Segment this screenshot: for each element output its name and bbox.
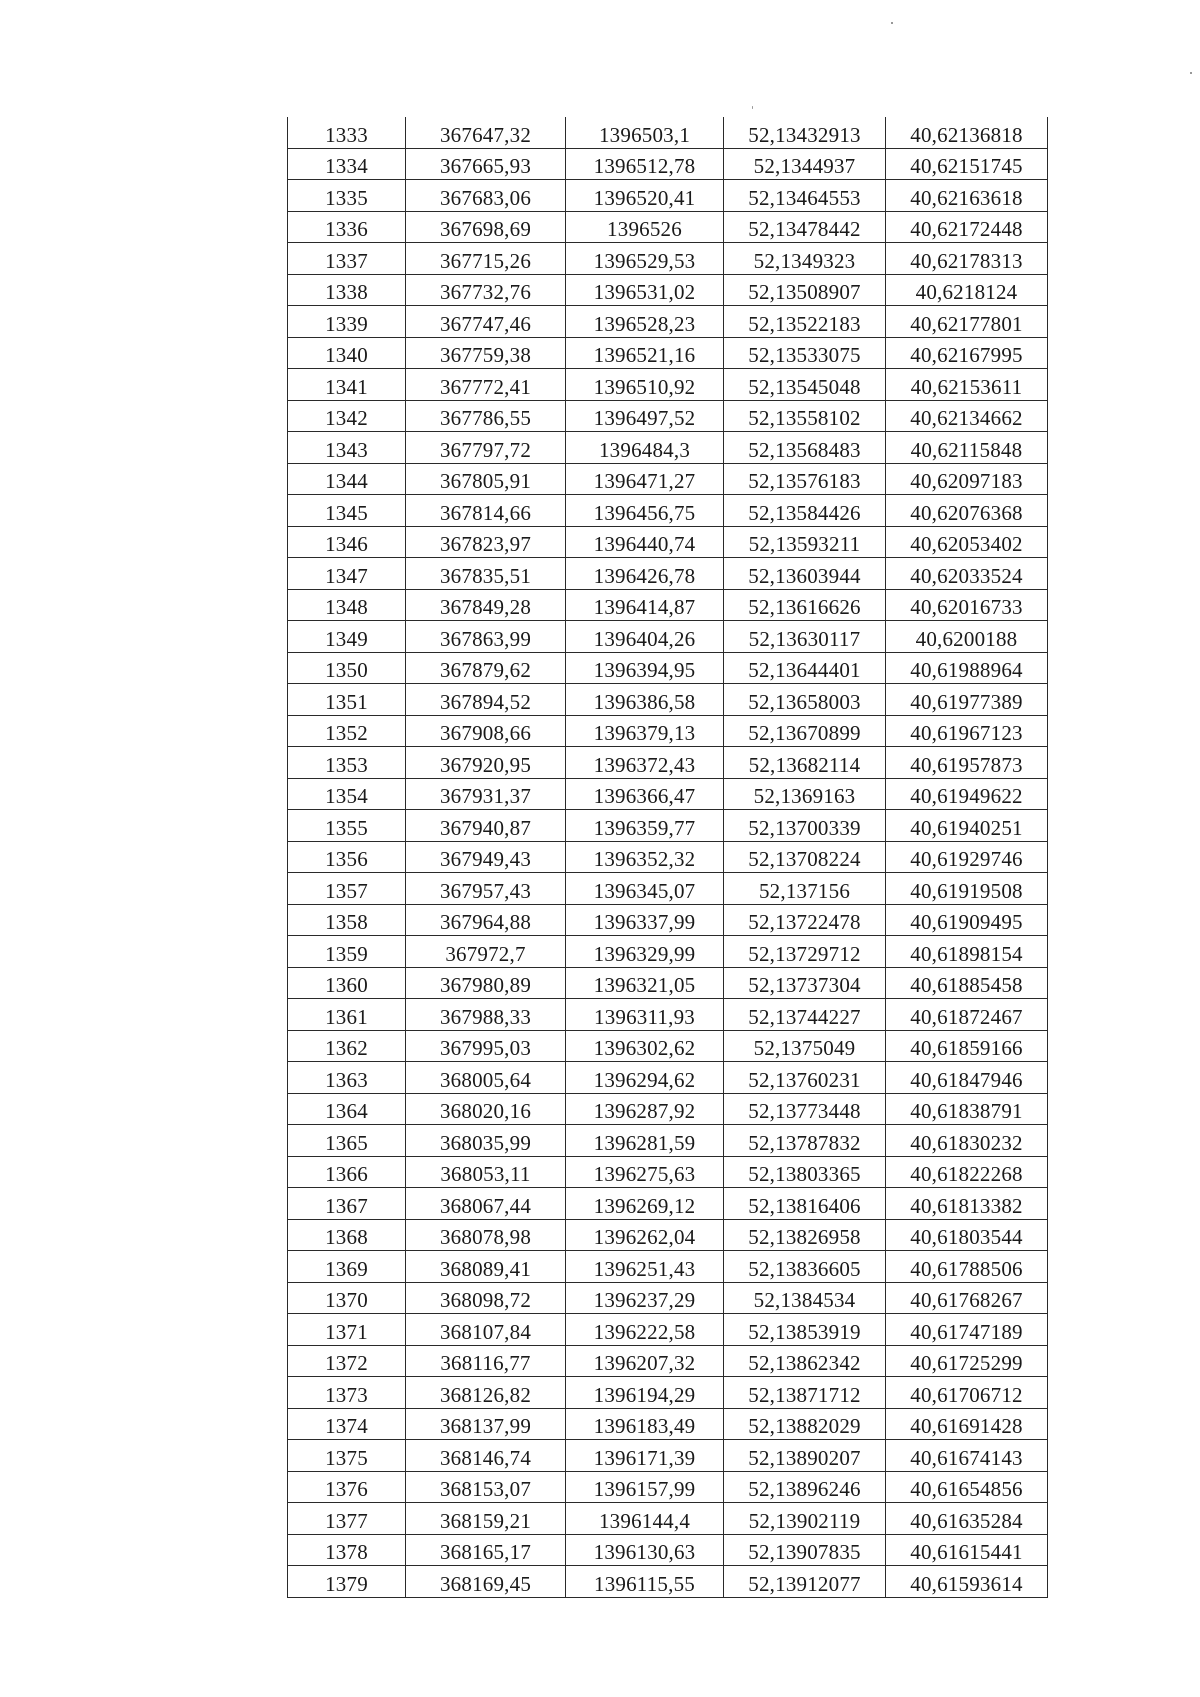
x-coordinate-cell: 367931,37 bbox=[406, 778, 566, 810]
latitude-cell: 52,13700339 bbox=[724, 810, 886, 842]
point-number-cell: 1334 bbox=[288, 148, 406, 180]
x-coordinate-cell: 367835,51 bbox=[406, 558, 566, 590]
x-coordinate-cell: 368035,99 bbox=[406, 1125, 566, 1157]
point-number-cell: 1356 bbox=[288, 841, 406, 873]
table-row bbox=[288, 841, 1048, 873]
table-row bbox=[288, 873, 1048, 905]
longitude-cell: 40,61957873 bbox=[886, 747, 1048, 779]
y-coordinate-cell: 1396345,07 bbox=[566, 873, 724, 905]
x-coordinate-cell: 367849,28 bbox=[406, 589, 566, 621]
point-number-cell: 1375 bbox=[288, 1440, 406, 1472]
longitude-cell: 40,62134662 bbox=[886, 400, 1048, 432]
table-row bbox=[288, 369, 1048, 401]
latitude-cell: 52,13773448 bbox=[724, 1093, 886, 1125]
y-coordinate-cell: 1396531,02 bbox=[566, 274, 724, 306]
latitude-cell: 52,13729712 bbox=[724, 936, 886, 968]
y-coordinate-cell: 1396366,47 bbox=[566, 778, 724, 810]
table-row bbox=[288, 1093, 1048, 1125]
y-coordinate-cell: 1396471,27 bbox=[566, 463, 724, 495]
x-coordinate-cell: 367863,99 bbox=[406, 621, 566, 653]
point-number-cell: 1345 bbox=[288, 495, 406, 527]
x-coordinate-cell: 367814,66 bbox=[406, 495, 566, 527]
latitude-cell: 52,13603944 bbox=[724, 558, 886, 590]
latitude-cell: 52,13533075 bbox=[724, 337, 886, 369]
x-coordinate-cell: 367823,97 bbox=[406, 526, 566, 558]
longitude-cell: 40,61859166 bbox=[886, 1030, 1048, 1062]
latitude-cell: 52,13616626 bbox=[724, 589, 886, 621]
point-number-cell: 1344 bbox=[288, 463, 406, 495]
table-row bbox=[288, 337, 1048, 369]
longitude-cell: 40,61635284 bbox=[886, 1503, 1048, 1535]
latitude-cell: 52,13584426 bbox=[724, 495, 886, 527]
longitude-cell: 40,61898154 bbox=[886, 936, 1048, 968]
table-row bbox=[288, 652, 1048, 684]
longitude-cell: 40,61940251 bbox=[886, 810, 1048, 842]
longitude-cell: 40,61593614 bbox=[886, 1566, 1048, 1598]
longitude-cell: 40,61654856 bbox=[886, 1471, 1048, 1503]
x-coordinate-cell: 367964,88 bbox=[406, 904, 566, 936]
longitude-cell: 40,61847946 bbox=[886, 1062, 1048, 1094]
y-coordinate-cell: 1396484,3 bbox=[566, 432, 724, 464]
y-coordinate-cell: 1396311,93 bbox=[566, 999, 724, 1031]
y-coordinate-cell: 1396510,92 bbox=[566, 369, 724, 401]
table-row bbox=[288, 999, 1048, 1031]
y-coordinate-cell: 1396207,32 bbox=[566, 1345, 724, 1377]
point-number-cell: 1364 bbox=[288, 1093, 406, 1125]
y-coordinate-cell: 1396302,62 bbox=[566, 1030, 724, 1062]
longitude-cell: 40,61615441 bbox=[886, 1534, 1048, 1566]
table-row bbox=[288, 274, 1048, 306]
y-coordinate-cell: 1396404,26 bbox=[566, 621, 724, 653]
latitude-cell: 52,13787832 bbox=[724, 1125, 886, 1157]
point-number-cell: 1343 bbox=[288, 432, 406, 464]
longitude-cell: 40,61909495 bbox=[886, 904, 1048, 936]
table-row bbox=[288, 526, 1048, 558]
x-coordinate-cell: 368089,41 bbox=[406, 1251, 566, 1283]
latitude-cell: 52,13545048 bbox=[724, 369, 886, 401]
latitude-cell: 52,13737304 bbox=[724, 967, 886, 999]
latitude-cell: 52,13630117 bbox=[724, 621, 886, 653]
table-row bbox=[288, 148, 1048, 180]
y-coordinate-cell: 1396115,55 bbox=[566, 1566, 724, 1598]
table-row bbox=[288, 432, 1048, 464]
longitude-cell: 40,61872467 bbox=[886, 999, 1048, 1031]
x-coordinate-cell: 367920,95 bbox=[406, 747, 566, 779]
latitude-cell: 52,13826958 bbox=[724, 1219, 886, 1251]
x-coordinate-cell: 368126,82 bbox=[406, 1377, 566, 1409]
y-coordinate-cell: 1396394,95 bbox=[566, 652, 724, 684]
table-row bbox=[288, 1282, 1048, 1314]
x-coordinate-cell: 367805,91 bbox=[406, 463, 566, 495]
latitude-cell: 52,13890207 bbox=[724, 1440, 886, 1472]
point-number-cell: 1353 bbox=[288, 747, 406, 779]
latitude-cell: 52,13644401 bbox=[724, 652, 886, 684]
longitude-cell: 40,6218124 bbox=[886, 274, 1048, 306]
point-number-cell: 1363 bbox=[288, 1062, 406, 1094]
point-number-cell: 1350 bbox=[288, 652, 406, 684]
x-coordinate-cell: 367772,41 bbox=[406, 369, 566, 401]
latitude-cell: 52,1384534 bbox=[724, 1282, 886, 1314]
y-coordinate-cell: 1396275,63 bbox=[566, 1156, 724, 1188]
point-number-cell: 1341 bbox=[288, 369, 406, 401]
x-coordinate-cell: 367894,52 bbox=[406, 684, 566, 716]
longitude-cell: 40,62172448 bbox=[886, 211, 1048, 243]
y-coordinate-cell: 1396329,99 bbox=[566, 936, 724, 968]
y-coordinate-cell: 1396130,63 bbox=[566, 1534, 724, 1566]
longitude-cell: 40,62153611 bbox=[886, 369, 1048, 401]
longitude-cell: 40,62178313 bbox=[886, 243, 1048, 275]
table-row bbox=[288, 967, 1048, 999]
point-number-cell: 1338 bbox=[288, 274, 406, 306]
x-coordinate-cell: 368107,84 bbox=[406, 1314, 566, 1346]
x-coordinate-cell: 368165,17 bbox=[406, 1534, 566, 1566]
y-coordinate-cell: 1396321,05 bbox=[566, 967, 724, 999]
x-coordinate-cell: 367995,03 bbox=[406, 1030, 566, 1062]
longitude-cell: 40,61885458 bbox=[886, 967, 1048, 999]
table-row bbox=[288, 1377, 1048, 1409]
point-number-cell: 1337 bbox=[288, 243, 406, 275]
latitude-cell: 52,13593211 bbox=[724, 526, 886, 558]
longitude-cell: 40,61813382 bbox=[886, 1188, 1048, 1220]
table-row bbox=[288, 747, 1048, 779]
table-row bbox=[288, 1125, 1048, 1157]
y-coordinate-cell: 1396294,62 bbox=[566, 1062, 724, 1094]
longitude-cell: 40,61988964 bbox=[886, 652, 1048, 684]
longitude-cell: 40,62163618 bbox=[886, 180, 1048, 212]
longitude-cell: 40,62115848 bbox=[886, 432, 1048, 464]
longitude-cell: 40,61949622 bbox=[886, 778, 1048, 810]
table-row bbox=[288, 589, 1048, 621]
table-row bbox=[288, 1471, 1048, 1503]
point-number-cell: 1361 bbox=[288, 999, 406, 1031]
longitude-cell: 40,61929746 bbox=[886, 841, 1048, 873]
x-coordinate-cell: 368005,64 bbox=[406, 1062, 566, 1094]
latitude-cell: 52,13760231 bbox=[724, 1062, 886, 1094]
y-coordinate-cell: 1396521,16 bbox=[566, 337, 724, 369]
x-coordinate-cell: 368169,45 bbox=[406, 1566, 566, 1598]
x-coordinate-cell: 367940,87 bbox=[406, 810, 566, 842]
latitude-cell: 52,13803365 bbox=[724, 1156, 886, 1188]
table-row bbox=[288, 1345, 1048, 1377]
longitude-cell: 40,61830232 bbox=[886, 1125, 1048, 1157]
y-coordinate-cell: 1396497,52 bbox=[566, 400, 724, 432]
table-row bbox=[288, 558, 1048, 590]
table-row bbox=[288, 463, 1048, 495]
table-row bbox=[288, 1030, 1048, 1062]
latitude-cell: 52,13744227 bbox=[724, 999, 886, 1031]
table-row bbox=[288, 495, 1048, 527]
table-row bbox=[288, 715, 1048, 747]
x-coordinate-cell: 367786,55 bbox=[406, 400, 566, 432]
x-coordinate-cell: 368098,72 bbox=[406, 1282, 566, 1314]
point-number-cell: 1351 bbox=[288, 684, 406, 716]
scan-speck bbox=[752, 106, 753, 109]
point-number-cell: 1367 bbox=[288, 1188, 406, 1220]
table-row bbox=[288, 684, 1048, 716]
point-number-cell: 1358 bbox=[288, 904, 406, 936]
point-number-cell: 1349 bbox=[288, 621, 406, 653]
longitude-cell: 40,62177801 bbox=[886, 306, 1048, 338]
point-number-cell: 1339 bbox=[288, 306, 406, 338]
table-row bbox=[288, 1566, 1048, 1598]
longitude-cell: 40,62033524 bbox=[886, 558, 1048, 590]
y-coordinate-cell: 1396337,99 bbox=[566, 904, 724, 936]
latitude-cell: 52,13896246 bbox=[724, 1471, 886, 1503]
coordinates-table bbox=[287, 117, 1048, 1598]
table-row bbox=[288, 621, 1048, 653]
latitude-cell: 52,13882029 bbox=[724, 1408, 886, 1440]
point-number-cell: 1374 bbox=[288, 1408, 406, 1440]
point-number-cell: 1335 bbox=[288, 180, 406, 212]
x-coordinate-cell: 367949,43 bbox=[406, 841, 566, 873]
longitude-cell: 40,61674143 bbox=[886, 1440, 1048, 1472]
table-row bbox=[288, 1534, 1048, 1566]
x-coordinate-cell: 368078,98 bbox=[406, 1219, 566, 1251]
table-row bbox=[288, 904, 1048, 936]
point-number-cell: 1373 bbox=[288, 1377, 406, 1409]
table-row bbox=[288, 1062, 1048, 1094]
point-number-cell: 1346 bbox=[288, 526, 406, 558]
point-number-cell: 1333 bbox=[288, 117, 406, 148]
point-number-cell: 1377 bbox=[288, 1503, 406, 1535]
latitude-cell: 52,13722478 bbox=[724, 904, 886, 936]
longitude-cell: 40,61725299 bbox=[886, 1345, 1048, 1377]
y-coordinate-cell: 1396237,29 bbox=[566, 1282, 724, 1314]
point-number-cell: 1352 bbox=[288, 715, 406, 747]
longitude-cell: 40,61691428 bbox=[886, 1408, 1048, 1440]
latitude-cell: 52,1349323 bbox=[724, 243, 886, 275]
longitude-cell: 40,61967123 bbox=[886, 715, 1048, 747]
table-row bbox=[288, 117, 1048, 148]
longitude-cell: 40,6200188 bbox=[886, 621, 1048, 653]
latitude-cell: 52,13478442 bbox=[724, 211, 886, 243]
point-number-cell: 1360 bbox=[288, 967, 406, 999]
point-number-cell: 1366 bbox=[288, 1156, 406, 1188]
y-coordinate-cell: 1396183,49 bbox=[566, 1408, 724, 1440]
y-coordinate-cell: 1396144,4 bbox=[566, 1503, 724, 1535]
y-coordinate-cell: 1396157,99 bbox=[566, 1471, 724, 1503]
y-coordinate-cell: 1396251,43 bbox=[566, 1251, 724, 1283]
y-coordinate-cell: 1396414,87 bbox=[566, 589, 724, 621]
latitude-cell: 52,1369163 bbox=[724, 778, 886, 810]
table-row bbox=[288, 306, 1048, 338]
latitude-cell: 52,13682114 bbox=[724, 747, 886, 779]
longitude-cell: 40,62167995 bbox=[886, 337, 1048, 369]
latitude-cell: 52,13902119 bbox=[724, 1503, 886, 1535]
y-coordinate-cell: 1396512,78 bbox=[566, 148, 724, 180]
table-row bbox=[288, 1314, 1048, 1346]
x-coordinate-cell: 367759,38 bbox=[406, 337, 566, 369]
latitude-cell: 52,13576183 bbox=[724, 463, 886, 495]
point-number-cell: 1347 bbox=[288, 558, 406, 590]
y-coordinate-cell: 1396456,75 bbox=[566, 495, 724, 527]
y-coordinate-cell: 1396379,13 bbox=[566, 715, 724, 747]
x-coordinate-cell: 368146,74 bbox=[406, 1440, 566, 1472]
latitude-cell: 52,13836605 bbox=[724, 1251, 886, 1283]
point-number-cell: 1379 bbox=[288, 1566, 406, 1598]
latitude-cell: 52,13558102 bbox=[724, 400, 886, 432]
table-row bbox=[288, 1440, 1048, 1472]
x-coordinate-cell: 367879,62 bbox=[406, 652, 566, 684]
latitude-cell: 52,13853919 bbox=[724, 1314, 886, 1346]
point-number-cell: 1336 bbox=[288, 211, 406, 243]
longitude-cell: 40,62016733 bbox=[886, 589, 1048, 621]
longitude-cell: 40,61838791 bbox=[886, 1093, 1048, 1125]
x-coordinate-cell: 368053,11 bbox=[406, 1156, 566, 1188]
longitude-cell: 40,62097183 bbox=[886, 463, 1048, 495]
point-number-cell: 1340 bbox=[288, 337, 406, 369]
latitude-cell: 52,13670899 bbox=[724, 715, 886, 747]
latitude-cell: 52,13907835 bbox=[724, 1534, 886, 1566]
table-row bbox=[288, 1408, 1048, 1440]
y-coordinate-cell: 1396171,39 bbox=[566, 1440, 724, 1472]
point-number-cell: 1362 bbox=[288, 1030, 406, 1062]
point-number-cell: 1371 bbox=[288, 1314, 406, 1346]
longitude-cell: 40,61822268 bbox=[886, 1156, 1048, 1188]
y-coordinate-cell: 1396352,32 bbox=[566, 841, 724, 873]
x-coordinate-cell: 367665,93 bbox=[406, 148, 566, 180]
table-row bbox=[288, 1503, 1048, 1535]
x-coordinate-cell: 367972,7 bbox=[406, 936, 566, 968]
longitude-cell: 40,61977389 bbox=[886, 684, 1048, 716]
latitude-cell: 52,13568483 bbox=[724, 432, 886, 464]
x-coordinate-cell: 367797,72 bbox=[406, 432, 566, 464]
latitude-cell: 52,13658003 bbox=[724, 684, 886, 716]
y-coordinate-cell: 1396372,43 bbox=[566, 747, 724, 779]
table-row bbox=[288, 936, 1048, 968]
point-number-cell: 1368 bbox=[288, 1219, 406, 1251]
table-row bbox=[288, 1188, 1048, 1220]
x-coordinate-cell: 367647,32 bbox=[406, 117, 566, 148]
x-coordinate-cell: 367698,69 bbox=[406, 211, 566, 243]
y-coordinate-cell: 1396222,58 bbox=[566, 1314, 724, 1346]
point-number-cell: 1376 bbox=[288, 1471, 406, 1503]
table-row bbox=[288, 1219, 1048, 1251]
y-coordinate-cell: 1396194,29 bbox=[566, 1377, 724, 1409]
x-coordinate-cell: 368159,21 bbox=[406, 1503, 566, 1535]
y-coordinate-cell: 1396440,74 bbox=[566, 526, 724, 558]
longitude-cell: 40,61768267 bbox=[886, 1282, 1048, 1314]
y-coordinate-cell: 1396281,59 bbox=[566, 1125, 724, 1157]
point-number-cell: 1370 bbox=[288, 1282, 406, 1314]
table-row bbox=[288, 400, 1048, 432]
x-coordinate-cell: 367988,33 bbox=[406, 999, 566, 1031]
y-coordinate-cell: 1396426,78 bbox=[566, 558, 724, 590]
point-number-cell: 1359 bbox=[288, 936, 406, 968]
table-row bbox=[288, 1156, 1048, 1188]
point-number-cell: 1342 bbox=[288, 400, 406, 432]
x-coordinate-cell: 368137,99 bbox=[406, 1408, 566, 1440]
x-coordinate-cell: 367683,06 bbox=[406, 180, 566, 212]
longitude-cell: 40,61788506 bbox=[886, 1251, 1048, 1283]
longitude-cell: 40,61919508 bbox=[886, 873, 1048, 905]
table-row bbox=[288, 180, 1048, 212]
longitude-cell: 40,61747189 bbox=[886, 1314, 1048, 1346]
point-number-cell: 1365 bbox=[288, 1125, 406, 1157]
y-coordinate-cell: 1396526 bbox=[566, 211, 724, 243]
scan-speck bbox=[1190, 72, 1192, 74]
longitude-cell: 40,61706712 bbox=[886, 1377, 1048, 1409]
x-coordinate-cell: 367747,46 bbox=[406, 306, 566, 338]
latitude-cell: 52,13912077 bbox=[724, 1566, 886, 1598]
y-coordinate-cell: 1396520,41 bbox=[566, 180, 724, 212]
longitude-cell: 40,61803544 bbox=[886, 1219, 1048, 1251]
scan-speck bbox=[891, 22, 893, 24]
latitude-cell: 52,13464553 bbox=[724, 180, 886, 212]
x-coordinate-cell: 367715,26 bbox=[406, 243, 566, 275]
y-coordinate-cell: 1396528,23 bbox=[566, 306, 724, 338]
y-coordinate-cell: 1396269,12 bbox=[566, 1188, 724, 1220]
latitude-cell: 52,137156 bbox=[724, 873, 886, 905]
x-coordinate-cell: 368067,44 bbox=[406, 1188, 566, 1220]
x-coordinate-cell: 367732,76 bbox=[406, 274, 566, 306]
point-number-cell: 1357 bbox=[288, 873, 406, 905]
y-coordinate-cell: 1396503,1 bbox=[566, 117, 724, 148]
longitude-cell: 40,62076368 bbox=[886, 495, 1048, 527]
point-number-cell: 1378 bbox=[288, 1534, 406, 1566]
x-coordinate-cell: 367980,89 bbox=[406, 967, 566, 999]
y-coordinate-cell: 1396386,58 bbox=[566, 684, 724, 716]
y-coordinate-cell: 1396262,04 bbox=[566, 1219, 724, 1251]
table-row bbox=[288, 211, 1048, 243]
x-coordinate-cell: 368020,16 bbox=[406, 1093, 566, 1125]
latitude-cell: 52,13862342 bbox=[724, 1345, 886, 1377]
longitude-cell: 40,62151745 bbox=[886, 148, 1048, 180]
latitude-cell: 52,13432913 bbox=[724, 117, 886, 148]
latitude-cell: 52,13522183 bbox=[724, 306, 886, 338]
point-number-cell: 1355 bbox=[288, 810, 406, 842]
point-number-cell: 1372 bbox=[288, 1345, 406, 1377]
table-row bbox=[288, 243, 1048, 275]
y-coordinate-cell: 1396359,77 bbox=[566, 810, 724, 842]
x-coordinate-cell: 367908,66 bbox=[406, 715, 566, 747]
latitude-cell: 52,13871712 bbox=[724, 1377, 886, 1409]
latitude-cell: 52,13816406 bbox=[724, 1188, 886, 1220]
y-coordinate-cell: 1396287,92 bbox=[566, 1093, 724, 1125]
table-row bbox=[288, 1251, 1048, 1283]
coordinates-table-body bbox=[288, 117, 1048, 1597]
latitude-cell: 52,1375049 bbox=[724, 1030, 886, 1062]
latitude-cell: 52,1344937 bbox=[724, 148, 886, 180]
latitude-cell: 52,13508907 bbox=[724, 274, 886, 306]
point-number-cell: 1348 bbox=[288, 589, 406, 621]
x-coordinate-cell: 367957,43 bbox=[406, 873, 566, 905]
point-number-cell: 1354 bbox=[288, 778, 406, 810]
point-number-cell: 1369 bbox=[288, 1251, 406, 1283]
latitude-cell: 52,13708224 bbox=[724, 841, 886, 873]
x-coordinate-cell: 368153,07 bbox=[406, 1471, 566, 1503]
longitude-cell: 40,62053402 bbox=[886, 526, 1048, 558]
longitude-cell: 40,62136818 bbox=[886, 117, 1048, 148]
table-row bbox=[288, 810, 1048, 842]
table-row bbox=[288, 778, 1048, 810]
x-coordinate-cell: 368116,77 bbox=[406, 1345, 566, 1377]
y-coordinate-cell: 1396529,53 bbox=[566, 243, 724, 275]
